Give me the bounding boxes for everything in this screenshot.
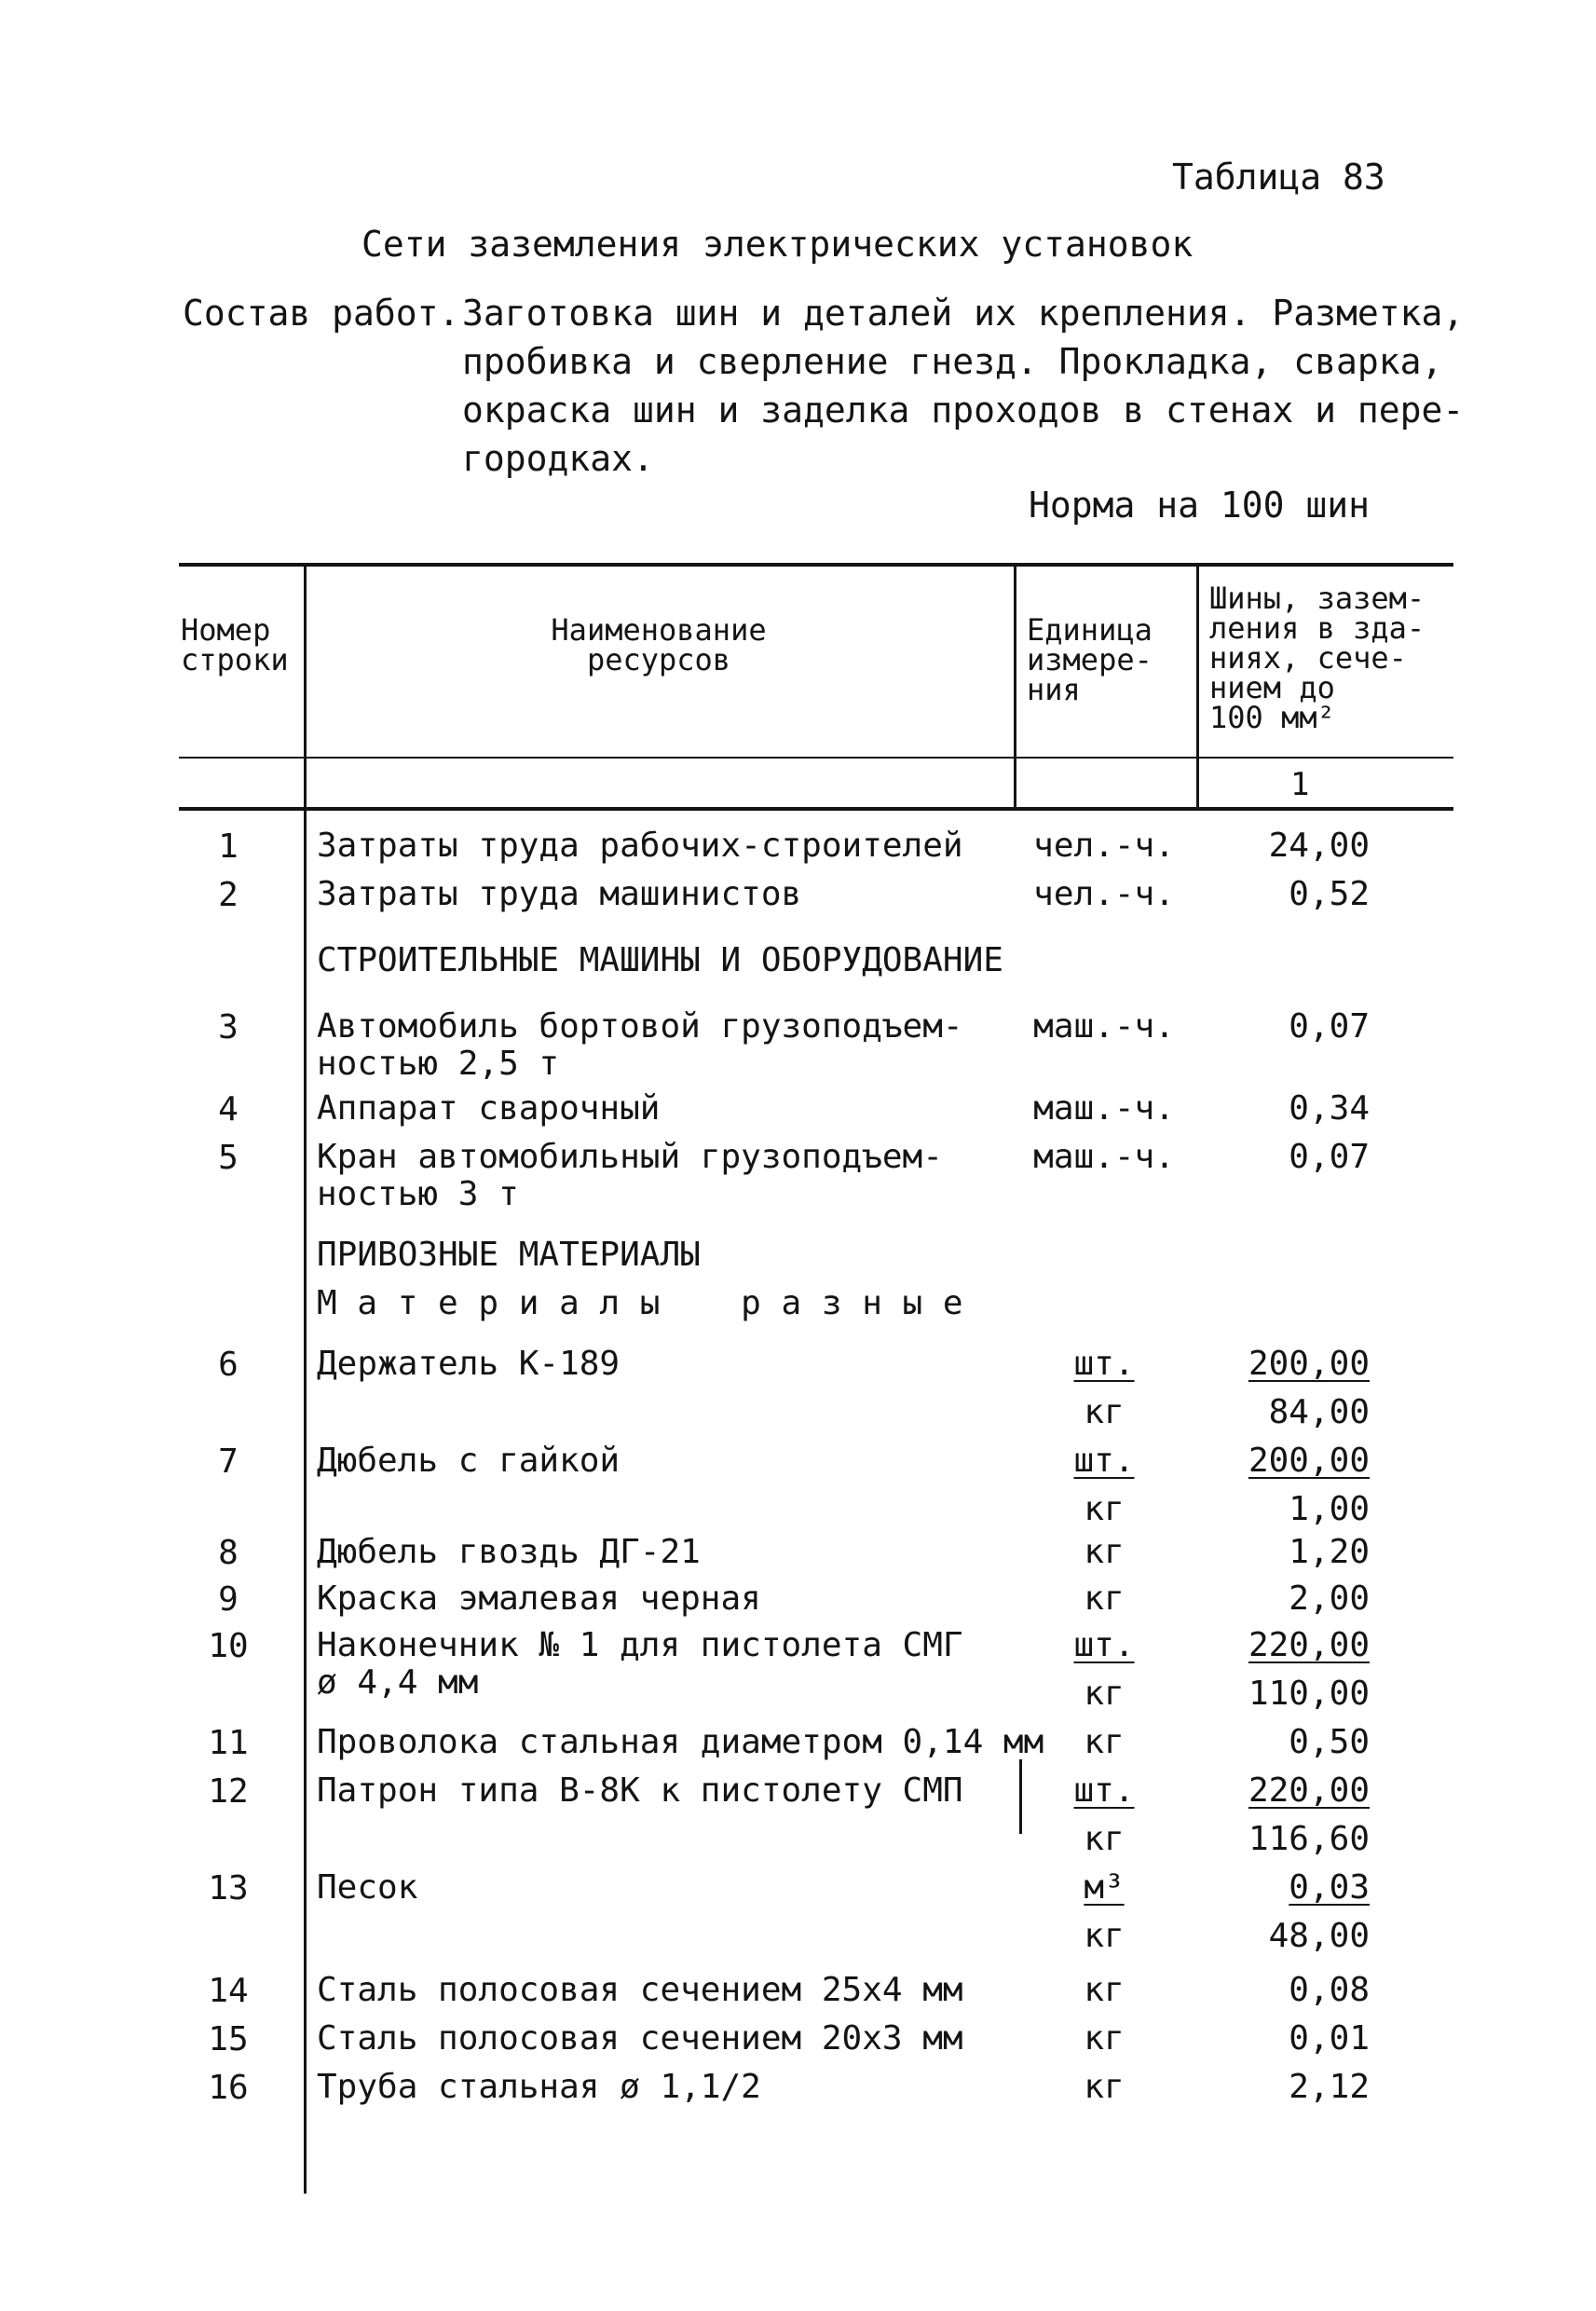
col-header-value: Шины, зазем- ления в зда- ниях, сече- нием до 100 мм² (1209, 581, 1425, 735)
unit: кг (1084, 2068, 1125, 2106)
section-materials-sub: М а т е р и а л ы р а з н ы е (317, 1284, 963, 1322)
work-description-line-2: пробивка и сверление гнезд. Прокладка, сварка, (462, 341, 1443, 382)
resource-name: Кран автомобильный грузоподъем- ностью 3 т (317, 1138, 943, 1213)
value-secondary: 48,00 (1268, 1917, 1370, 1955)
table-row (0, 1868, 1596, 1955)
section-materials: ПРИВОЗНЫЕ МАТЕРИАЛЫ (317, 1236, 701, 1274)
col-divider-3 (1196, 565, 1199, 809)
resource-name: Дюбель с гайкой (317, 1442, 621, 1480)
value: 0,03 (1289, 1868, 1370, 1907)
value: 0,01 (1289, 2019, 1370, 2058)
unit: шт. (1073, 1626, 1135, 1664)
resource-name: Затраты труда рабочих-строителей (317, 827, 963, 865)
row-number: 2 (218, 876, 239, 914)
table-title: Сети заземления электрических установок (361, 224, 1194, 265)
unit: шт. (1073, 1771, 1135, 1810)
table-row (0, 876, 1596, 932)
row-number: 13 (208, 1869, 249, 1908)
unit-secondary: кг (1084, 1393, 1125, 1431)
work-description-line-3: окраска шин и заделка проходов в стенах и пере- (462, 390, 1465, 431)
unit: шт. (1073, 1442, 1135, 1480)
table-top-rule (179, 563, 1453, 567)
section-machines: СТРОИТЕЛЬНЫЕ МАШИНЫ И ОБОРУДОВАНИЕ (317, 941, 1003, 979)
resource-name: Краска эмалевая черная (317, 1579, 761, 1618)
work-description-line-1: Заготовка шин и деталей их крепления. Разметка, (462, 293, 1465, 334)
table-row (0, 1345, 1596, 1431)
unit-secondary: кг (1084, 1820, 1125, 1858)
unit: чел.-ч. (1033, 827, 1175, 865)
row-number: 10 (208, 1627, 249, 1665)
value: 0,07 (1289, 1138, 1370, 1176)
value-secondary: 116,60 (1248, 1820, 1370, 1858)
row-number: 3 (218, 1008, 239, 1046)
table-row (0, 2069, 1596, 2125)
table-row (0, 1626, 1596, 1713)
unit: чел.-ч. (1033, 875, 1175, 913)
unit-secondary: кг (1084, 1917, 1125, 1955)
resource-name: Сталь полосовая сечением 20х3 мм (317, 2019, 963, 2058)
row-number: 15 (208, 2020, 249, 2058)
resource-name: Автомобиль бортовой грузоподъем- ностью 2,5 т (317, 1007, 963, 1083)
table-number-label: Таблица 83 (1172, 157, 1385, 198)
unit: шт. (1073, 1345, 1135, 1383)
value-secondary: 84,00 (1268, 1393, 1370, 1431)
unit-secondary: кг (1084, 1675, 1125, 1713)
col-header-name: Наименование ресурсов (551, 612, 767, 677)
table-row (0, 1138, 1596, 1213)
col-index-1: 1 (1290, 766, 1310, 803)
value: 220,00 (1248, 1771, 1370, 1810)
value-secondary: 1,00 (1289, 1490, 1370, 1528)
resource-name: Дюбель гвоздь ДГ-21 (317, 1533, 701, 1571)
row-number: 14 (208, 1972, 249, 2010)
col-header-number: Номер строки (181, 612, 289, 677)
row-number: 8 (218, 1534, 239, 1572)
unit: кг (1084, 1723, 1125, 1761)
value-secondary: 110,00 (1248, 1675, 1370, 1713)
table-row (0, 1442, 1596, 1528)
unit-secondary: кг (1084, 1490, 1125, 1528)
work-composition-label: Состав работ. (183, 293, 460, 334)
value: 24,00 (1268, 827, 1370, 865)
resource-name: Патрон типа В-8К к пистолету СМП (317, 1771, 963, 1810)
resource-name: Проволока стальная диаметром 0,14 мм (317, 1723, 1044, 1761)
unit: кг (1084, 1971, 1125, 2009)
norm-label: Норма на 100 шин (1029, 485, 1371, 526)
col-divider-2 (1014, 565, 1016, 809)
row-number: 4 (218, 1090, 239, 1128)
table-row (0, 1007, 1596, 1083)
table-row (0, 1771, 1596, 1858)
value: 220,00 (1248, 1626, 1370, 1664)
col-header-unit: Единица измере- ния (1027, 612, 1153, 707)
unit: кг (1084, 1579, 1125, 1618)
unit: м³ (1084, 1868, 1125, 1907)
value: 200,00 (1248, 1442, 1370, 1480)
row-number: 11 (208, 1724, 249, 1762)
value: 0,50 (1289, 1723, 1370, 1761)
row-number: 16 (208, 2069, 249, 2107)
value: 200,00 (1248, 1345, 1370, 1383)
value: 2,00 (1289, 1579, 1370, 1618)
row-number: 7 (218, 1443, 239, 1481)
value: 1,20 (1289, 1533, 1370, 1571)
unit: маш.-ч. (1033, 1007, 1175, 1046)
value: 2,12 (1289, 2068, 1370, 2106)
value: 0,34 (1289, 1089, 1370, 1128)
resource-name: Наконечник № 1 для пистолета СМГ ø 4,4 мм (317, 1626, 963, 1702)
unit: маш.-ч. (1033, 1089, 1175, 1128)
resource-name: Аппарат сварочный (317, 1089, 661, 1128)
row-number: 5 (218, 1139, 239, 1177)
header-bottom-rule (179, 757, 1453, 759)
resource-name: Сталь полосовая сечением 25х4 мм (317, 1971, 963, 2009)
row-number: 1 (218, 827, 239, 866)
value: 0,52 (1289, 875, 1370, 913)
unit: кг (1084, 2019, 1125, 2058)
unit: маш.-ч. (1033, 1138, 1175, 1176)
row-number: 9 (218, 1580, 239, 1619)
value: 0,08 (1289, 1971, 1370, 2009)
index-row-rule (179, 807, 1453, 811)
row-number: 6 (218, 1346, 239, 1384)
resource-name: Труба стальная ø 1,1/2 (317, 2068, 761, 2106)
value: 0,07 (1289, 1007, 1370, 1046)
row-number: 12 (208, 1772, 249, 1811)
resource-name: Держатель К-189 (317, 1345, 621, 1383)
resource-name: Песок (317, 1868, 418, 1907)
unit: кг (1084, 1533, 1125, 1571)
work-description-line-4: городках. (462, 438, 654, 479)
resource-name: Затраты труда машинистов (317, 875, 802, 913)
